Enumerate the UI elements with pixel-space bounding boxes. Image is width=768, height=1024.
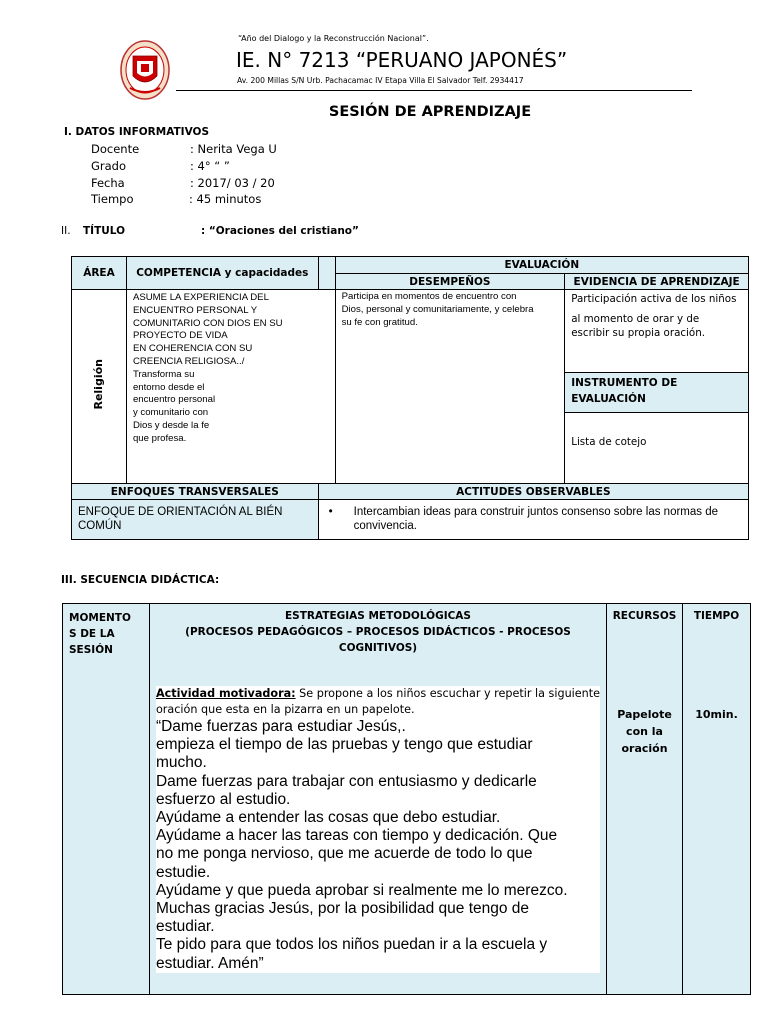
competencia-line: EN COHERENCIA CON SU [132, 343, 253, 355]
actividad-text-line2: oración que esta en la pizarra en un papelote. [155, 703, 415, 716]
estrategias-header-line: (PROCESOS PEDAGÓGICOS – PROCESOS DIDÁCTICOS - PROCESOS [185, 626, 571, 638]
evidencia-text: escribir su propia oración. [571, 327, 706, 339]
desempeno-line: su fe con gratitud. [341, 316, 418, 328]
info-label-tiempo: Tiempo [91, 192, 134, 206]
info-label-docente: Docente [91, 142, 140, 156]
area-header: ÁREA [72, 257, 127, 290]
prayer-line: Dame fuerzas para trabajar con entusiasmo y dedicarle [155, 772, 537, 790]
info-value-tiempo: : 45 minutos [189, 192, 262, 206]
prayer-line: Muchas gracias Jesús, por la posibilidad que tengo de [155, 900, 530, 918]
prayer-line: estudie. [155, 863, 211, 881]
competencia-line: PROYECTO DE VIDA [132, 330, 228, 342]
evidencia-header: EVIDENCIA DE APRENDIZAJE [565, 274, 749, 290]
motto: “Año del Dialogo y la Reconstrucción Nacional”. [238, 34, 429, 43]
competencia-line: Transforma su [132, 368, 195, 380]
estrategias-header-line: COGNITIVOS) [338, 642, 418, 654]
area-cell [72, 290, 127, 484]
competencia-header: COMPETENCIA y capacidades [126, 257, 318, 290]
evidencia-text: al momento de orar y de [571, 313, 700, 325]
enfoque-value [72, 500, 319, 540]
prayer-line: esfuerzo al estudio. [155, 790, 291, 808]
area-value: Religión [92, 359, 106, 410]
section-heading-secuencia: III. SECUENCIA DIDÁCTICA: [61, 574, 220, 586]
school-address: Av. 200 Millas S/N Urb. Pachacamac IV Etapa Villa El Salvador Telf. 2934417 [237, 76, 524, 85]
tiempo-value: 10min. [695, 708, 738, 721]
planning-table [71, 256, 749, 540]
actividad-paragraph [156, 686, 600, 718]
momentos-cell [63, 604, 150, 995]
recursos-line: con la [626, 725, 663, 738]
prayer-line: “Dame fuerzas para estudiar Jesús,. [155, 718, 406, 735]
header-spacer-cell [318, 257, 335, 290]
competencia-line: ASUME LA EXPERIENCIA DEL [132, 292, 269, 303]
instrumento-header-line: INSTRUMENTO DE [571, 377, 678, 389]
actitud-cell [318, 500, 748, 540]
prayer-line: Ayúdame y que pueda aprobar si realmente me lo merezco. [155, 881, 568, 899]
section-heading-datos: I. DATOS INFORMATIVOS [64, 126, 210, 138]
competencia-line: que profesa. [132, 432, 187, 444]
recursos-line: oración [621, 742, 668, 755]
estrategias-header-line: ESTRATEGIAS METODOLÓGICAS [284, 610, 471, 622]
recursos-line: Papelote [617, 708, 672, 721]
competencia-line: COMUNITARIO CON DIOS EN SU [132, 317, 283, 329]
prayer-line: Ayúdame a hacer las tareas con tiempo y dedicación. Que [155, 827, 558, 845]
instrumento-header-line: EVALUACIÓN [571, 393, 646, 405]
actividad-text: Se propone a los niños escuchar y repetir la siguiente [295, 687, 601, 700]
school-crest-logo [120, 40, 170, 100]
prayer-line: Te pido para que todos los niños puedan ir a la escuela y [155, 936, 548, 954]
bullet-icon: • [328, 506, 333, 518]
enfoques-header: ENFOQUES TRANSVERSALES [72, 484, 319, 500]
prayer-line: mucho. [155, 754, 207, 772]
enfoque-line: ENFOQUE DE ORIENTACIÓN AL BIÉN [78, 506, 283, 518]
prayer-line: estudiar. Amén” [155, 954, 264, 972]
evidencia-cell [565, 290, 749, 373]
header-divider [176, 90, 692, 91]
tiempo-cell [683, 604, 751, 995]
competencia-line: CREENCIA RELIGIOSA../ [132, 355, 245, 367]
momentos-header-line: S DE LA [69, 628, 115, 640]
section-heading-titulo: TÍTULO [83, 225, 125, 237]
enfoque-line: COMÚN [78, 520, 122, 532]
prayer-line: estudiar. [155, 918, 215, 936]
prayer-line: Ayúdame a entender las cosas que debo estudiar. [155, 809, 501, 827]
actividad-label: Actividad motivadora: [155, 687, 296, 700]
evaluacion-header: EVALUACIÓN [335, 257, 748, 274]
info-label-grado: Grado [91, 159, 127, 173]
competencia-line: ENCUENTRO PERSONAL Y [132, 304, 258, 316]
desempeno-line: Dios, personal y comunitariamente, y celebra [341, 303, 534, 315]
recursos-cell [607, 604, 683, 995]
page-title: SESIÓN DE APRENDIZAJE [328, 104, 532, 120]
school-name: IE. N° 7213 “PERUANO JAPONÉS” [236, 48, 568, 72]
info-label-fecha: Fecha [91, 176, 125, 190]
estrategias-cell [149, 604, 606, 995]
evidencia-text: Participación activa de los niños [571, 293, 737, 305]
section-number-titulo: II. [61, 225, 71, 237]
tiempo-header: TIEMPO [693, 610, 740, 622]
prayer-line: empieza el tiempo de las pruebas y tengo que estudiar [155, 736, 533, 754]
momentos-header-line: MOMENTO [69, 612, 131, 624]
info-value-docente: : Nerita Vega U [190, 142, 277, 156]
didactic-sequence-table [62, 603, 751, 995]
desempeno-line: Participa en momentos de encuentro con [341, 291, 517, 302]
desempenos-header: DESEMPEÑOS [335, 274, 565, 290]
recursos-header: RECURSOS [612, 610, 677, 622]
desempeno-cell [335, 290, 565, 484]
momentos-header-line: SESIÓN [69, 644, 113, 656]
competencia-line: encuentro personal [132, 394, 216, 406]
competencia-line: entorno desde el [132, 381, 205, 393]
instrumento-value: Lista de cotejo [565, 413, 749, 484]
info-value-grado: : 4° “ ” [190, 159, 230, 173]
actitud-line: convivencia. [353, 520, 417, 532]
info-value-fecha: : 2017/ 03 / 20 [190, 176, 275, 190]
prayer-text [156, 718, 600, 973]
recursos-value [610, 706, 679, 757]
competencia-cell [126, 290, 335, 484]
competencia-line: Dios y desde la fe [132, 419, 210, 431]
prayer-line: no me ponga nervioso, que me acuerde de todo lo que [155, 845, 533, 863]
actitudes-header: ACTITUDES OBSERVABLES [318, 484, 748, 500]
competencia-line: y comunitario con [132, 407, 209, 419]
instrumento-header [565, 373, 749, 413]
actitud-line: Intercambian ideas para construir juntos consenso sobre las normas de [353, 506, 719, 518]
session-title-value: : “Oraciones del cristiano” [201, 225, 359, 237]
